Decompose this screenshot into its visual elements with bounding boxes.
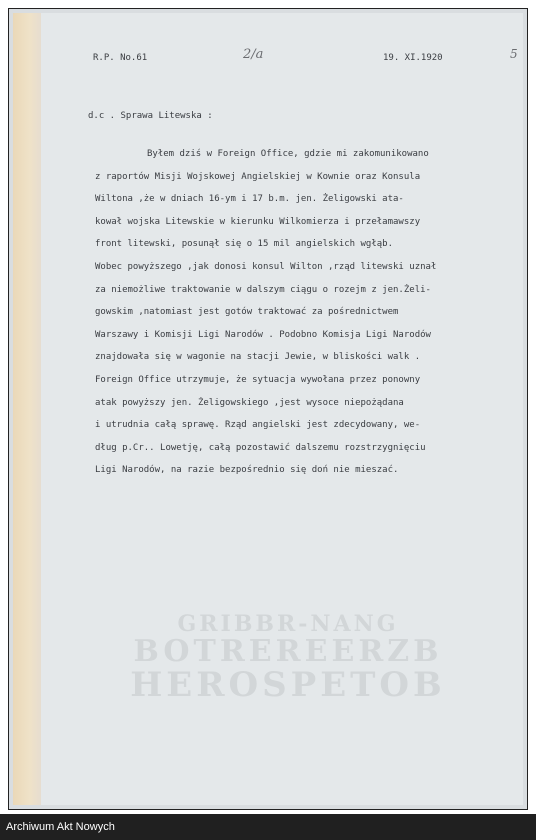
watermark-line: GRIBBR-NANG <box>177 611 399 637</box>
body-line: Warszawy i Komisji Ligi Narodów . Podobno Komisja Ligi Narodów <box>95 329 431 340</box>
body-line: za niemożliwe traktowanie w dalszym ciągu o rozejm z jen.Żeli- <box>95 284 431 295</box>
paper-watermark <box>53 613 523 703</box>
handwritten-mark: 2/a <box>243 47 264 62</box>
binding-strip <box>13 13 41 805</box>
body-line: i utrudnia całą sprawę. Rząd angielski jest zdecydowany, we- <box>95 420 421 431</box>
body-line: z raportów Misji Wojskowej Angielskiej w Kownie oraz Konsula <box>95 171 421 182</box>
body-line: kował wojska Litewskie w kierunku Wilkomierza i przełamawszy <box>95 216 421 227</box>
document-frame <box>8 8 528 810</box>
body-line: front litewski, posunął się o 15 mil angielskich wgłąb. <box>95 239 394 250</box>
watermark-line: BOTREREERZB <box>133 634 443 670</box>
body-line: Wiltona ,że w dniach 16-ym i 17 b.m. jen. Żeligowski ata- <box>95 194 404 205</box>
body-line: Wobec powyższego ,jak donosi konsul Wilton ,rząd litewski uznał <box>95 261 437 272</box>
page-number: 5 <box>510 47 518 61</box>
body-line: Byłem dziś w Foreign Office, gdzie mi zakomunikowano <box>147 149 429 159</box>
archive-label: Archiwum Akt Nowych <box>6 821 115 833</box>
scanned-page <box>13 13 523 805</box>
document-body <box>95 143 515 482</box>
watermark-line: HEROSPETOB <box>130 664 446 705</box>
body-line: Ligi Narodów, na razie bezpośrednio się doń nie mieszać. <box>95 465 399 476</box>
body-line: Foreign Office utrzymuje, że sytuacja wywołana przez ponowny <box>95 374 421 385</box>
archive-footer <box>0 814 536 840</box>
body-line: znajdowała się w wagonie na stacji Jewie, w bliskości walk . <box>95 352 421 363</box>
document-subject: d.c . Sprawa Litewska : <box>88 111 213 121</box>
body-line: dług p.Cr.. Lowetję, całą pozostawić dalszemu rozstrzygnięciu <box>95 442 426 453</box>
document-date: 19. XI.1920 <box>383 53 443 63</box>
body-line: atak powyższy jen. Żeligowskiego ,jest wysoce niepożądana <box>95 397 404 408</box>
body-line: gowskim ,natomiast jest gotów traktować za pośrednictwem <box>95 307 399 318</box>
document-reference: R.P. No.61 <box>93 53 148 63</box>
